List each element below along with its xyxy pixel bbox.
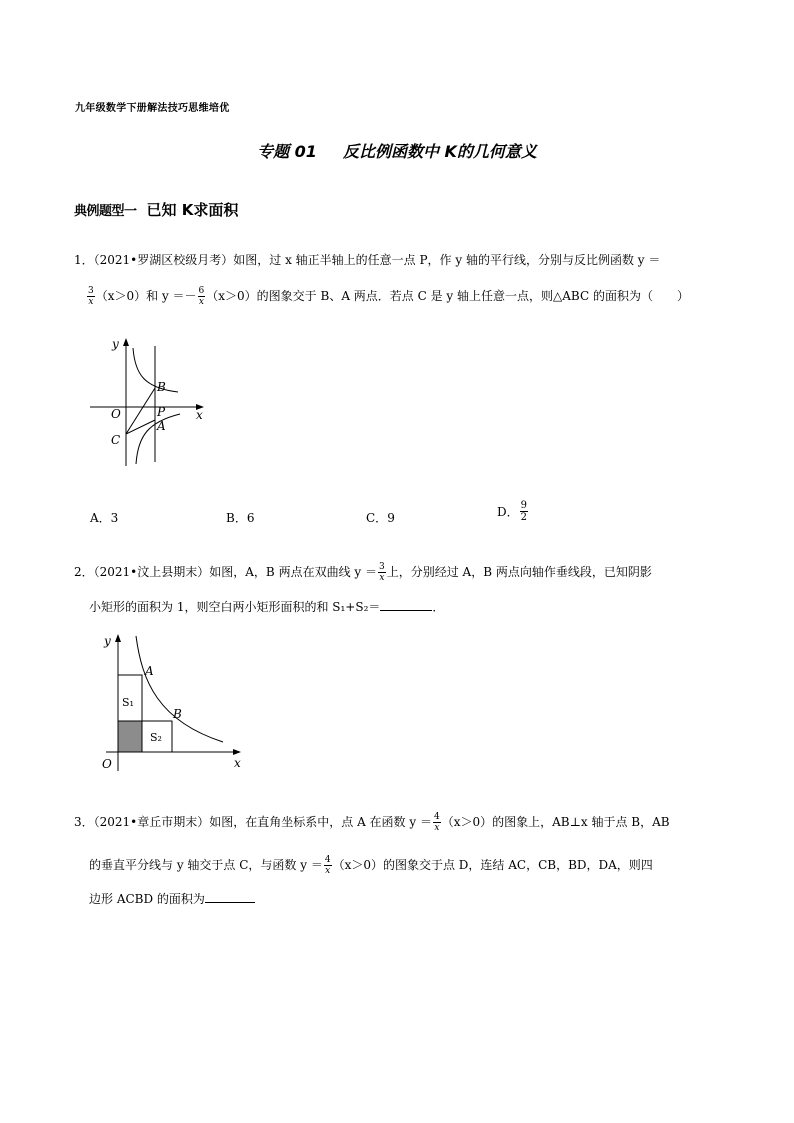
q2-text-1a: 如图，A，B 两点在双曲线 y ＝ (209, 565, 377, 579)
q1-option-d-den: 2 (520, 512, 527, 523)
q2-curve (136, 636, 223, 742)
title-text: 反比例函数中 K的几何意义 (342, 142, 537, 161)
q1-line2 (86, 286, 689, 307)
q2-label-x: x (234, 756, 241, 770)
q3-f2-num: 4 (324, 855, 331, 865)
q1-fraction-1 (87, 286, 95, 307)
q1-label-p: P (157, 405, 166, 419)
q2-label-s1: S₁ (122, 696, 134, 709)
q3-f1-den: x (434, 823, 440, 833)
q1-label-o: O (111, 407, 121, 421)
q3-source: （2021•章丘市期末） (93, 815, 210, 829)
q1-option-b[interactable] (226, 509, 254, 526)
q1-label-y: y (112, 337, 119, 351)
q2-x-arrow (233, 749, 241, 755)
q3-text-2a: 的垂直平分线与 y 轴交于点 C，与函数 y ＝ (89, 858, 323, 872)
q2-label-y: y (104, 634, 111, 648)
q1-line1 (74, 251, 660, 269)
q1-text-line2: （x＞0）的图象交于 B、A 两点．若点 C 是 y 轴上任意一点，则△ABC 的面积为（ ） (206, 289, 689, 303)
q3-line2 (89, 855, 653, 876)
document-header: 九年级数学下册解法技巧思维培优 (75, 103, 230, 114)
q1-label-x: x (196, 408, 203, 422)
q1-option-c[interactable] (366, 509, 395, 526)
q1-fraction-2 (198, 286, 206, 307)
section-tag: 典例题型一 (74, 204, 137, 219)
q2-f-den: x (379, 573, 385, 583)
q3-text-3: 边形 ACBD 的面积为 (89, 892, 205, 906)
q1-option-c-value: 9 (387, 511, 395, 525)
q2-answer-blank[interactable] (380, 598, 432, 611)
q1-f1-num: 3 (88, 286, 94, 296)
q1-option-b-label: B． (226, 511, 247, 525)
q3-text-2b: （x＞0）的图象交于点 D，连结 AC，CB，BD，DA，则四 (332, 858, 653, 872)
q1-number: 1． (74, 253, 94, 267)
q1-label-b: B (157, 380, 166, 394)
section-heading (74, 199, 238, 220)
q2-line2 (89, 598, 444, 616)
section-text: 已知 K求面积 (146, 201, 239, 219)
q1-label-a: A (157, 419, 166, 433)
q3-line1 (74, 812, 670, 833)
q2-number: 2． (74, 565, 94, 579)
q1-text-mid: （x＞0）和 y ＝－ (95, 289, 197, 303)
q2-label-a: A (145, 664, 154, 678)
q1-y-arrow (123, 338, 129, 346)
q2-y-arrow (115, 634, 121, 642)
page-title (0, 139, 794, 162)
q1-option-a-value: 3 (110, 511, 119, 525)
title-number: 01 (294, 142, 317, 161)
q2-text-2: 小矩形的面积为 1，则空白两小矩形面积的和 S₁+S₂＝ (89, 600, 381, 614)
q1-figure (88, 336, 218, 472)
q2-label-o: O (102, 757, 112, 771)
q1-option-d-num: 9 (520, 500, 527, 511)
q2-label-b: B (173, 707, 182, 721)
q3-number: 3． (74, 815, 94, 829)
q1-option-a[interactable] (90, 509, 118, 526)
q1-option-d-fraction (520, 500, 528, 523)
q1-option-b-value: 6 (246, 511, 255, 525)
q3-text-1b: （x＞0）的图象上，AB⊥x 轴于点 B，AB (441, 815, 670, 829)
q2-source: （2021•汶上县期末） (93, 565, 210, 579)
q2-shaded-rect (118, 721, 142, 752)
q3-f2-den: x (325, 866, 331, 876)
q3-fraction-1 (433, 812, 441, 833)
q2-line1 (74, 562, 652, 583)
q1-option-d[interactable] (497, 500, 529, 523)
title-prefix: 专题 (257, 142, 290, 161)
q1-option-d-label: D． (497, 505, 519, 519)
q3-fraction-2 (324, 855, 332, 876)
q1-text-line1: 如图，过 x 轴正半轴上的任意一点 P，作 y 轴的平行线，分别与反比例函数 y ＝ (233, 253, 661, 267)
q2-f-num: 3 (378, 562, 385, 572)
q2-text-1b: 上，分别经过 A，B 两点向轴作垂线段，已知阴影 (386, 565, 652, 579)
q3-text-1a: 如图，在直角坐标系中，点 A 在函数 y ＝ (209, 815, 432, 829)
q2-figure (98, 631, 248, 773)
q2-text-2-end: ． (432, 600, 445, 614)
q1-f2-den: x (198, 297, 204, 307)
q3-line3 (89, 890, 255, 908)
q1-option-c-label: C． (366, 511, 388, 525)
q1-label-c: C (111, 433, 121, 447)
q2-label-s2: S₂ (150, 731, 162, 744)
q3-f1-num: 4 (433, 812, 440, 822)
q1-source: （2021•罗湖区校级月考） (93, 253, 234, 267)
q1-f1-den: x (88, 297, 94, 307)
q1-f2-num: 6 (198, 286, 205, 296)
q3-answer-blank[interactable] (205, 890, 255, 903)
q2-fraction (378, 562, 386, 583)
q1-option-a-label: A． (90, 511, 111, 525)
